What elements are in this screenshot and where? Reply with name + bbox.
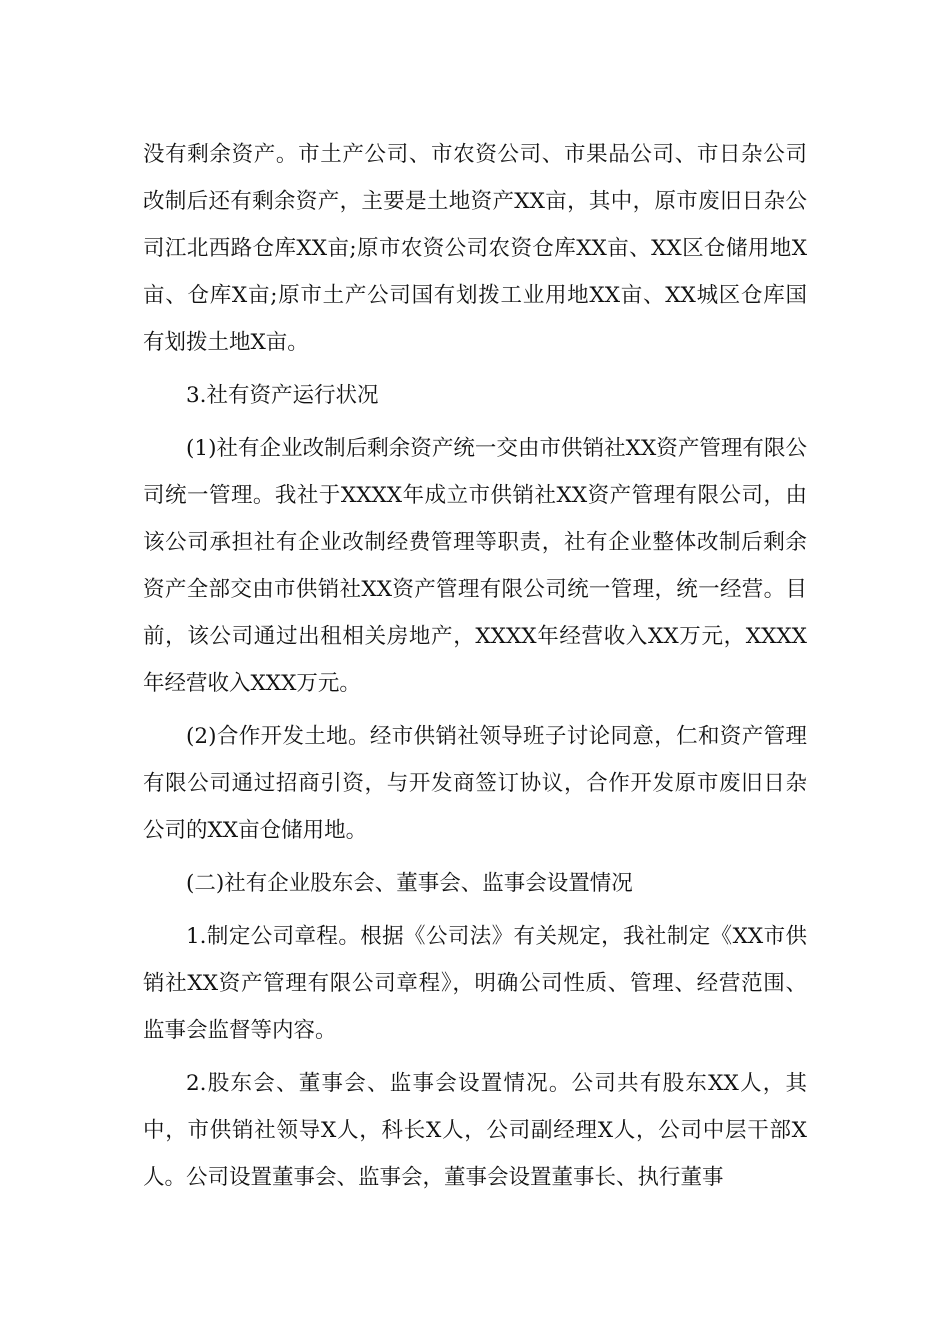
paragraph-shareholders-board: 2.股东会、董事会、监事会设置情况。公司共有股东XX人，其中，市供销社领导X人，科长X人，公司副经理X人，公司中层干部X人。公司设置董事会、监事会，董事会设置董事长、执行董事: [143, 1071, 807, 1190]
heading-board-setup: (二)社有企业股东会、董事会、监事会设置情况: [186, 871, 633, 896]
paragraph-remaining-assets: 没有剩余资产。市土产公司、市农资公司、市果品公司、市日杂公司改制后还有剩余资产，主要是土地资产XX亩，其中，原市废旧日杂公司江北西路仓库XX亩;原市农资公司农资仓库XX亩、XX区仓储用地X亩、仓库X亩;原市土产公司国有划拨工业用地XX亩、XX城区仓库国有划拨土地X亩。: [143, 142, 807, 355]
heading-asset-operation: 3.社有资产运行状况: [186, 383, 379, 408]
paragraph-company-charter: 1.制定公司章程。根据《公司法》有关规定，我社制定《XX市供销社XX资产管理有限公司章程》，明确公司性质、管理、经营范围、监事会监督等内容。: [143, 924, 807, 1043]
paragraph-unified-management: (1)社有企业改制后剩余资产统一交由市供销社XX资产管理有限公司统一管理。我社于XXXX年成立市供销社XX资产管理有限公司，由该公司承担社有企业改制经费管理等职责，社有企业整体改制后剩余资产全部交由市供销社XX资产管理有限公司统一管理，统一经营。目前，该公司通过出租相关房地产，XXXX年经营收入XX万元，XXXX年经营收入XXX万元。: [143, 436, 807, 696]
document-body: [143, 131, 807, 1201]
paragraph-land-development: (2)合作开发土地。经市供销社领导班子讨论同意，仁和资产管理有限公司通过招商引资，与开发商签订协议，合作开发原市废旧日杂公司的XX亩仓储用地。: [143, 724, 807, 843]
